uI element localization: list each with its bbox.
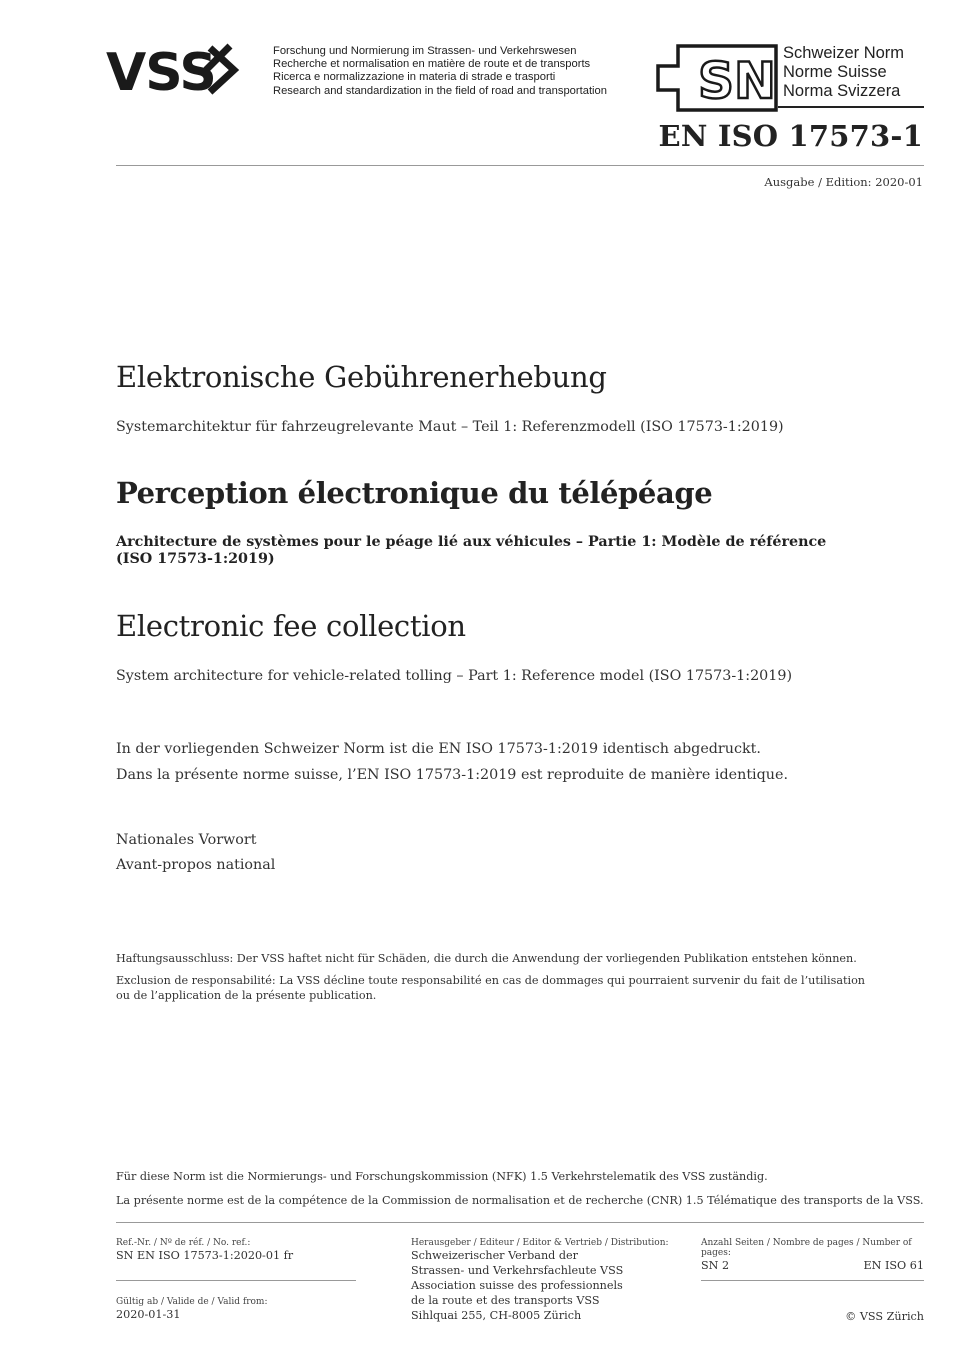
pages-row xyxy=(701,1258,924,1273)
tagline-line: Forschung und Normierung im Strassen- und Verkehrswesen xyxy=(273,45,577,57)
sn-name-it: Norma Svizzera xyxy=(783,82,901,100)
edition: Ausgabe / Edition: 2020-01 xyxy=(764,175,923,189)
foreword-de: Nationales Vorwort xyxy=(116,832,257,848)
statement-de: In der vorliegenden Schweizer Norm ist die EN ISO 17573-1:2019 identisch abgedruckt. xyxy=(116,741,761,757)
title-en: Electronic fee collection xyxy=(116,609,466,643)
publisher-line: Sihlquai 255, CH-8005 Zürich xyxy=(411,1309,582,1322)
standard-number: EN ISO 17573-1 xyxy=(658,119,923,153)
sn-name-de: Schweizer Norm xyxy=(783,44,905,62)
vss-tagline xyxy=(273,45,607,98)
publisher-line: de la route et des transports VSS xyxy=(411,1294,600,1307)
publisher-line: Association suisse des professionnels xyxy=(411,1279,623,1292)
foreword-fr: Avant-propos national xyxy=(116,857,276,873)
pages-divider xyxy=(701,1280,924,1281)
sn-mark: SN xyxy=(698,52,776,110)
pages-sn: SN 2 xyxy=(701,1259,730,1272)
tagline-line: Ricerca e normalizzazione in materia di strade e trasporti xyxy=(273,71,556,84)
vss-wordmark: VSS xyxy=(106,43,216,100)
publisher-line: Strassen- und Verkehrsfachleute VSS xyxy=(411,1264,624,1277)
disclaimer-fr-line2: ou de l’application de la présente publication. xyxy=(116,989,377,1002)
ref-block xyxy=(116,1238,356,1263)
pages-en: EN ISO 61 xyxy=(863,1259,924,1272)
sn-name-fr: Norme Suisse xyxy=(783,63,887,81)
statement-fr: Dans la présente norme suisse, l’EN ISO 17573-1:2019 est reproduite de manière identique. xyxy=(116,767,788,783)
publisher-line: Schweizerischer Verband der xyxy=(411,1249,578,1262)
sn-underline xyxy=(778,106,924,108)
sn-logo xyxy=(656,44,780,112)
valid-value: 2020-01-31 xyxy=(116,1308,181,1321)
ref-value: SN EN ISO 17573-1:2020-01 fr xyxy=(116,1249,294,1262)
ref-divider xyxy=(116,1280,356,1281)
ref-label: Ref.-Nr. / Nº de réf. / No. ref.: xyxy=(116,1238,251,1248)
header-divider xyxy=(116,165,924,166)
title-fr: Perception électronique du télépéage xyxy=(116,476,713,510)
subtitle-en: System architecture for vehicle-related tolling – Part 1: Reference model (ISO 17573-1:2019) xyxy=(116,668,793,684)
disclaimer-de: Haftungsausschluss: Der VSS haftet nicht für Schäden, die durch die Anwendung der vorliegenden Publikation entstehen können. xyxy=(116,952,857,965)
swiss-cross-icon xyxy=(656,44,780,112)
title-de: Elektronische Gebührenerhebung xyxy=(116,360,607,394)
vss-logo-graphic xyxy=(106,40,266,100)
tagline-line: Recherche et normalisation en matière de route et de transports xyxy=(273,58,591,71)
competence-fr: La présente norme est de la compétence de la Commission de normalisation et de recherche (CNR) 1.5 Télématique des transports de la VSS. xyxy=(116,1194,924,1207)
vss-logo xyxy=(106,40,266,100)
footer-divider xyxy=(116,1222,924,1223)
competence-de: Für diese Norm ist die Normierungs- und Forschungskommission (NFK) 1.5 Verkehrstelematik des VSS zuständig. xyxy=(116,1170,768,1183)
pages-block xyxy=(701,1238,924,1273)
valid-block xyxy=(116,1297,356,1322)
tagline-line: Research and standardization in the field of road and transportation xyxy=(273,84,607,97)
publisher-label: Herausgeber / Editeur / Editor & Vertrieb / Distribution: xyxy=(411,1238,669,1248)
copyright: © VSS Zürich xyxy=(845,1310,924,1323)
valid-label: Gültig ab / Valide de / Valid from: xyxy=(116,1297,268,1307)
subtitle-de: Systemarchitektur für fahrzeugrelevante Maut – Teil 1: Referenzmodell (ISO 17573-1:2019) xyxy=(116,419,784,435)
pages-label: Anzahl Seiten / Nombre de pages / Number of pages: xyxy=(701,1238,912,1258)
sn-names xyxy=(783,44,904,101)
disclaimer-fr-line1: Exclusion de responsabilité: La VSS décline toute responsabilité en cas de dommages qui pourraient survenir du fait de l’utilisation xyxy=(116,974,866,987)
subtitle-fr: Architecture de systèmes pour le péage lié aux véhicules – Partie 1: Modèle de référence (ISO 17573-1:2019) xyxy=(116,534,827,567)
publisher-block xyxy=(411,1238,681,1323)
